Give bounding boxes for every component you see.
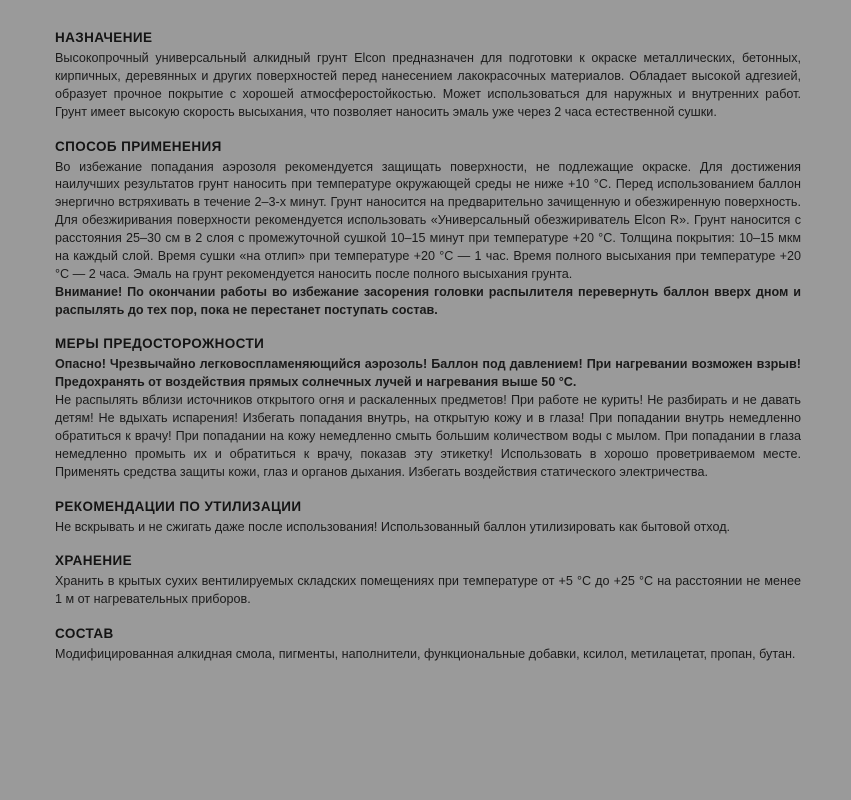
section-storage [55,553,801,609]
section-warning-usage: Внимание! По окончании работы во избежание засорения головки распылителя перевернуть баллон вверх дном и распылять до тех пор, пока не перестанет поступать состав. [55,284,801,317]
section-danger-safety: Опасно! Чрезвычайно легковоспламеняющийся аэрозоль! Баллон под давлением! При нагревании возможен взрыв! Предохранять от воздействия прямых солнечных лучей и нагревания выше 50 °С. [55,357,801,390]
section-purpose [55,30,801,122]
section-heading-storage: ХРАНЕНИЕ [55,553,132,569]
section-body-purpose: Высокопрочный универсальный алкидный грунт Elcon предназначен для подготовки к окраске металлических, бетонных, кирпичных, деревянных и других поверхностей перед нанесением лакокрасочных материалов. Обладает высокой адгезией, образует прочное покрытие с хорошей атмосферостойкостью. Может использоваться для наружных и внутренних работ. Грунт имеет высокую скорость высыхания, что позволяет наносить эмаль уже через 2 часа естественной сушки. [55,51,801,119]
section-composition [55,626,801,664]
section-body-composition: Модифицированная алкидная смола, пигменты, наполнители, функциональные добавки, ксилол, метилацетат, пропан, бутан. [55,647,796,662]
section-body-safety: Не распылять вблизи источников открытого огня и раскаленных предметов! При работе не курить! Не разбирать и не давать детям! Не вдыхать испарения! Избегать попадания внутрь, на открытую кожу и в глаза! При попадании внутрь немедленно обратиться к врачу! При попадании на кожу немедленно смыть большим количеством воды с мылом. При попадании в глаза немедленно промыть их и обратиться к врачу, показав эту этикетку! Использовать в хорошо проветриваемом месте. Применять средства защиты кожи, глаз и органов дыхания. Избегать воздействия статического электричества. [55,393,801,479]
section-usage [55,139,801,320]
section-safety [55,336,801,481]
section-body-usage: Во избежание попадания аэрозоля рекомендуется защищать поверхности, не подлежащие окраске. Для достижения наилучших результатов грунт наносить при температуре окружающей среды не ниже +10 °С. Перед использованием баллон энергично встряхивать в течение 2–3-х минут. Грунт наносится на предварительно зачищенную и обезжиренную поверхность. Для обезжиривания поверхности рекомендуется использовать «Универсальный обезжириватель Elcon R». Грунт наносится с расстояния 25–30 см в 2 слоя с промежуточной сушкой 10–15 минут при температуре +20 °С. Толщина покрытия: 10–15 мкм на каждый слой. Время сушки «на отлип» при температуре +20 °С — 1 час. Время полного высыхания при температуре +20 °С — 2 часа. Эмаль на грунт рекомендуется наносить после полного высыхания грунта. [55,159,801,281]
section-heading-purpose: НАЗНАЧЕНИЕ [55,30,153,45]
section-body-disposal: Не вскрывать и не сжигать даже после использования! Использованный баллон утилизировать как бытовой отход. [55,519,731,534]
section-heading-disposal: РЕКОМЕНДАЦИИ ПО УТИЛИЗАЦИИ [55,498,302,514]
section-heading-composition: СОСТАВ [55,626,114,642]
section-heading-safety: МЕРЫ ПРЕДОСТОРОЖНОСТИ [55,336,265,352]
section-heading-usage: СПОСОБ ПРИМЕНЕНИЯ [55,138,222,154]
section-disposal [55,499,801,537]
section-body-storage: Хранить в крытых сухих вентилируемых складских помещениях при температуре от +5 °С до +25 °С на расстоянии не менее 1 м от нагревательных приборов. [55,574,801,607]
